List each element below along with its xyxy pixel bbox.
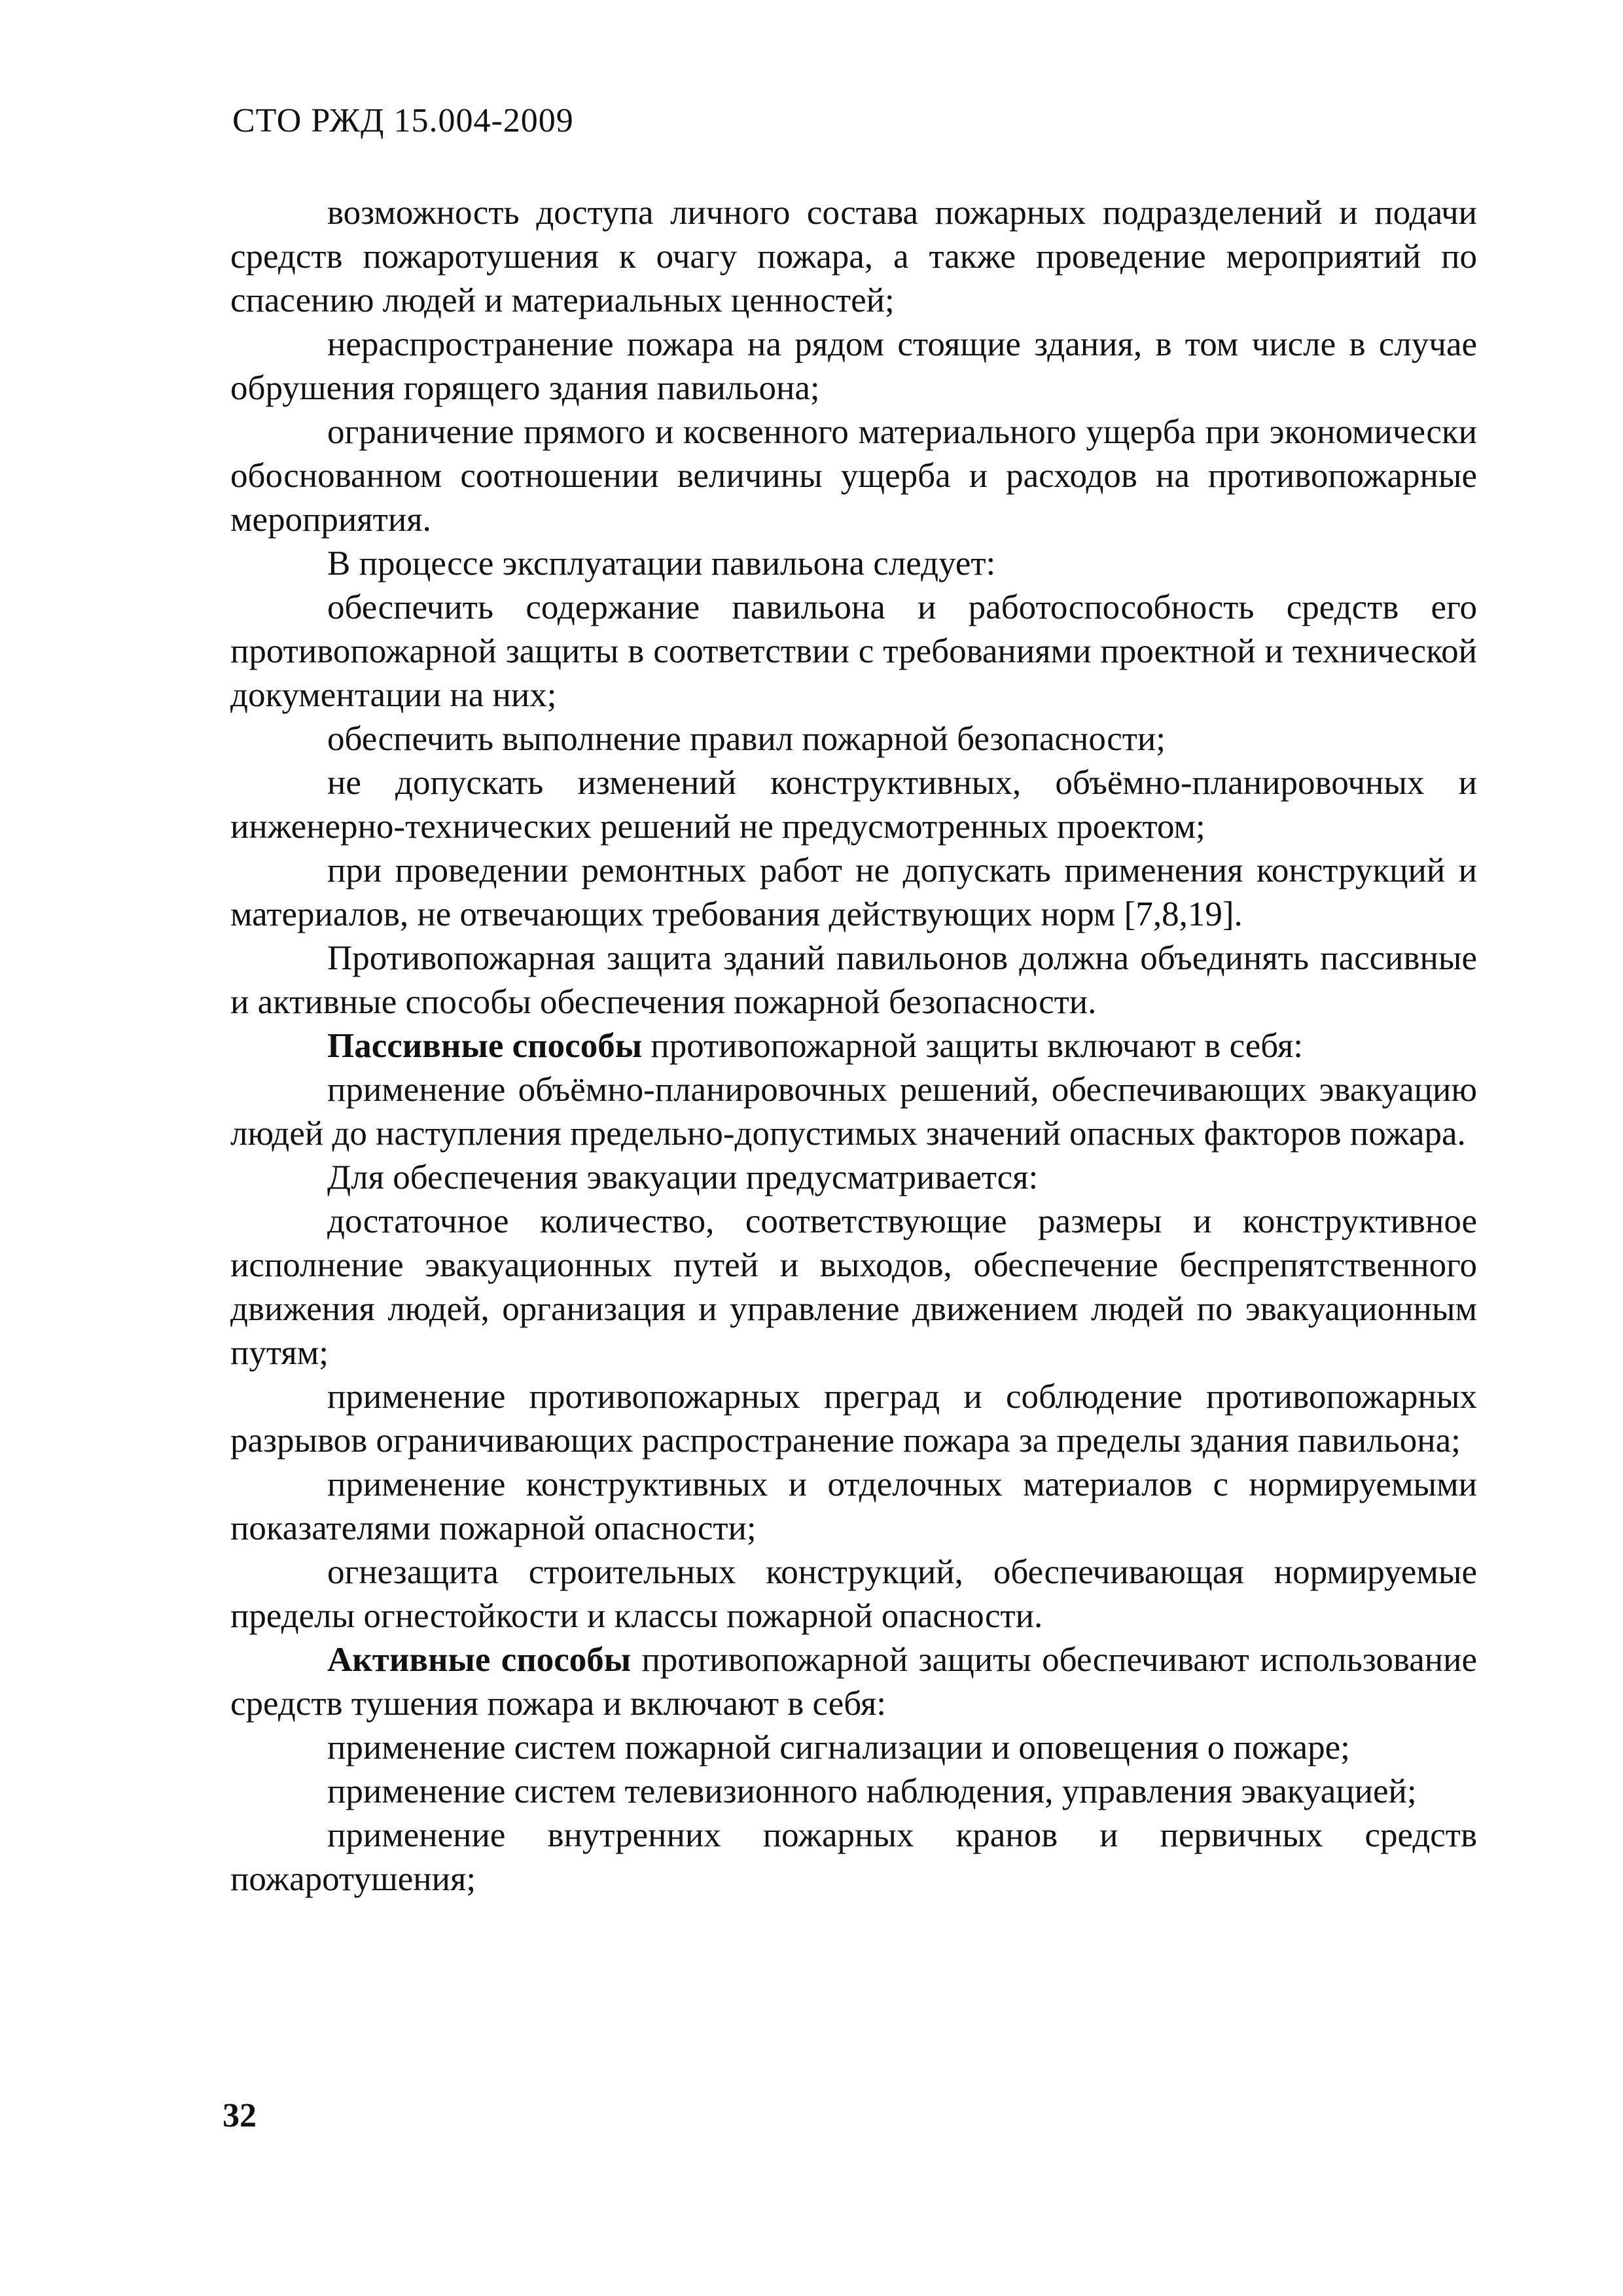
paragraph-text: применение конструктивных и отделочных материалов с нормируемыми показателями пожарной опасности; bbox=[230, 1465, 1477, 1547]
paragraph-text: обеспечить содержание павильона и работоспособность средств его противопожарной защиты в соответствии с требованиями проектной и технической документации на них; bbox=[230, 588, 1477, 714]
paragraph-text: противопожарной защиты обеспечивают использование средств тушения пожара и включают в себя: bbox=[230, 1641, 1477, 1723]
paragraph bbox=[230, 410, 1477, 542]
paragraph-text: достаточное количество, соответствующие размеры и конструктивное исполнение эвакуационных путей и выходов, обеспечение беспрепятственного движения людей, организация и управление движением людей по эвакуационным путям; bbox=[230, 1202, 1477, 1372]
paragraph bbox=[230, 1814, 1477, 1901]
paragraph bbox=[230, 849, 1477, 937]
paragraph-text: не допускать изменений конструктивных, объёмно-планировочных и инженерно-технических решений не предусмотренных проектом; bbox=[230, 764, 1477, 846]
paragraph-text: при проведении ремонтных работ не допускать применения конструкций и материалов, не отвечающих требования действующих норм [7,8,19]. bbox=[230, 852, 1477, 933]
paragraph-text: нераспространение пожара на рядом стоящие здания, в том числе в случае обрушения горящего здания павильона; bbox=[230, 325, 1477, 407]
paragraph-text: применение систем телевизионного наблюдения, управления эвакуацией; bbox=[327, 1772, 1417, 1810]
document-body bbox=[230, 191, 1477, 1901]
paragraph-text: применение объёмно-планировочных решений, обеспечивающих эвакуацию людей до наступления предельно-допустимых значений опасных факторов пожара. bbox=[230, 1071, 1477, 1153]
paragraph bbox=[230, 191, 1477, 323]
document-header: СТО РЖД 15.004-2009 bbox=[232, 102, 574, 139]
paragraph-text: применение внутренних пожарных кранов и первичных средств пожаротушения; bbox=[230, 1816, 1477, 1898]
paragraph-text: огнезащита строительных конструкций, обеспечивающая нормируемые пределы огнестойкости и классы пожарной опасности. bbox=[230, 1553, 1477, 1635]
paragraph bbox=[230, 323, 1477, 410]
paragraph bbox=[230, 1638, 1477, 1726]
paragraph-text: Для обеспечения эвакуации предусматривается: bbox=[327, 1158, 1039, 1196]
paragraph-text: ограничение прямого и косвенного материального ущерба при экономически обоснованном соотношении величины ущерба и расходов на противопожарные мероприятия. bbox=[230, 413, 1477, 539]
paragraph bbox=[230, 1068, 1477, 1156]
paragraph-text: возможность доступа личного состава пожарных подразделений и подачи средств пожаротушения к очагу пожара, а также проведение мероприятий по спасению людей и материальных ценностей; bbox=[230, 194, 1477, 319]
paragraph bbox=[230, 761, 1477, 849]
paragraph bbox=[230, 586, 1477, 717]
paragraph-text: В процессе эксплуатации павильона следует: bbox=[327, 545, 996, 583]
paragraph bbox=[230, 1463, 1477, 1551]
paragraph bbox=[230, 1024, 1477, 1068]
paragraph-text: Противопожарная защита зданий павильонов должна объединять пассивные и активные способы обеспечения пожарной безопасности. bbox=[230, 939, 1477, 1021]
paragraph bbox=[230, 542, 1477, 586]
paragraph-text: применение систем пожарной сигнализации и оповещения о пожаре; bbox=[327, 1729, 1350, 1767]
page-number: 32 bbox=[223, 2097, 257, 2134]
paragraph bbox=[230, 1375, 1477, 1463]
paragraph-text: обеспечить выполнение правил пожарной безопасности; bbox=[327, 720, 1166, 758]
paragraph bbox=[230, 1156, 1477, 1200]
paragraph-bold-lead: Пассивные способы bbox=[327, 1027, 643, 1065]
paragraph bbox=[230, 717, 1477, 761]
paragraph bbox=[230, 1200, 1477, 1375]
paragraph bbox=[230, 1551, 1477, 1638]
paragraph-text: применение противопожарных преград и соблюдение противопожарных разрывов ограничивающих распространение пожара за пределы здания павильона; bbox=[230, 1378, 1477, 1460]
paragraph-bold-lead: Активные способы bbox=[327, 1641, 632, 1679]
paragraph bbox=[230, 1770, 1477, 1814]
paragraph bbox=[230, 937, 1477, 1024]
paragraph bbox=[230, 1726, 1477, 1770]
paragraph-text: противопожарной защиты включают в себя: bbox=[642, 1027, 1304, 1065]
